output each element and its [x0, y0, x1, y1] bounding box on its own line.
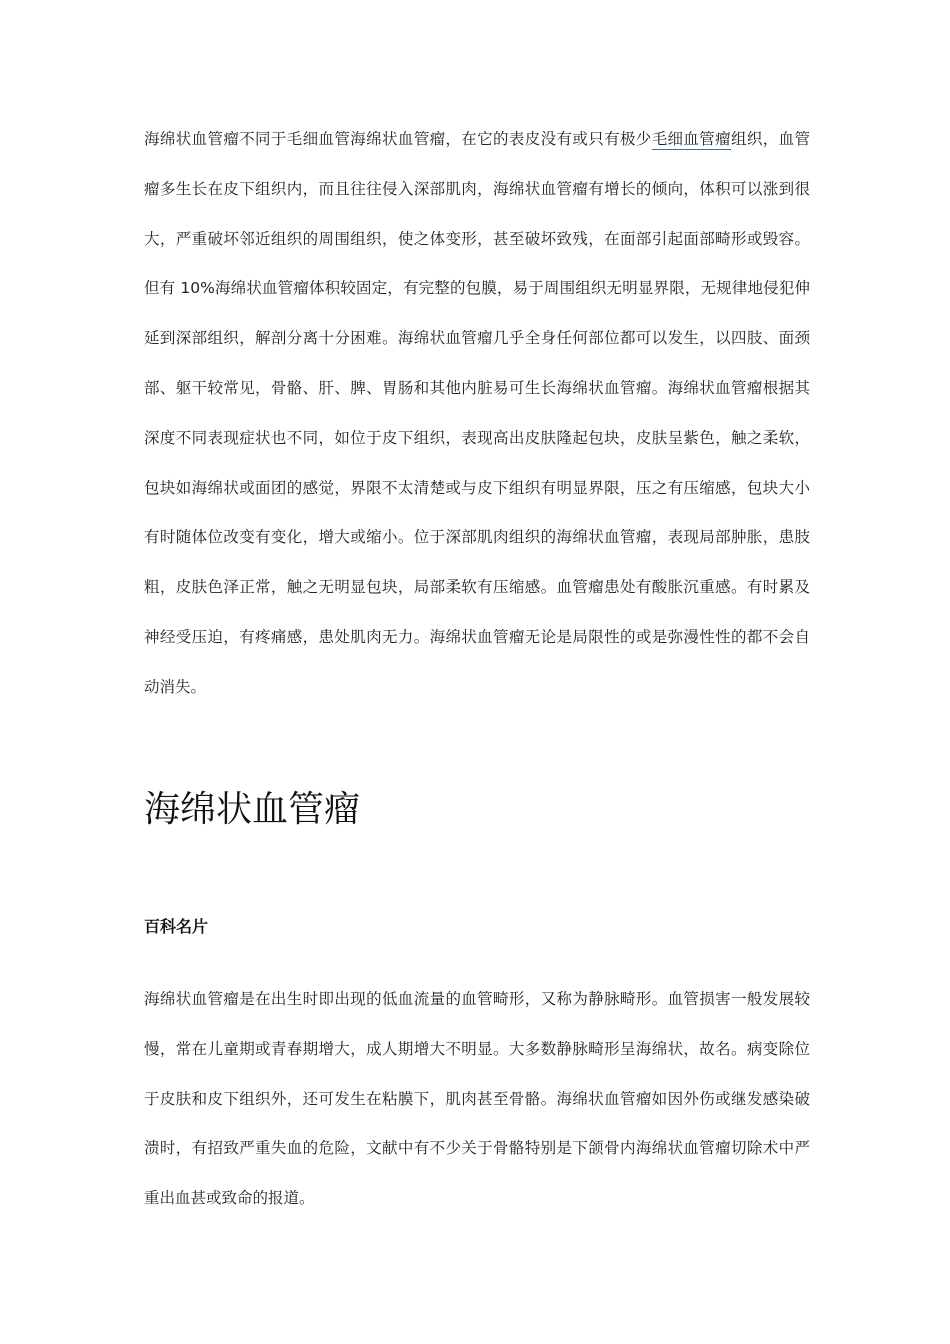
intro-text-after-link: 组织，血管瘤多生长在皮下组织内，而且往往侵入深部肌肉，海绵状血管瘤有增长的倾向，体积可以涨到很大，严重破坏邻近组织的周围组织，使之体变形，甚至破坏致残，在面部引起面部畸形或毁容。但有 10%海绵状血管瘤体积较固定，有完整的包膜，易于周围组织无明显界限，无规律地侵犯伸延到深部组织，解剖分离十分困难。海绵状血管瘤几乎全身任何部位都可以发生，以四肢、面颈部、躯干较常见，骨骼、肝、脾、胃肠和其他内脏易可生长海绵状血管瘤。海绵状血管瘤根据其深度不同表现症状也不同，如位于皮下组织，表现高出皮肤隆起包块，皮肤呈紫色，触之柔软，包块如海绵状或面团的感觉，界限不太清楚或与皮下组织有明显界限，压之有压缩感，包块大小有时随体位改变有变化，增大或缩小。位于深部肌肉组织的海绵状血管瘤，表现局部肿胀，患肢粗，皮肤色泽正常，触之无明显包块，局部柔软有压缩感。血管瘤患处有酸胀沉重感。有时累及神经受压迫，有疼痛感，患处肌肉无力。海绵状血管瘤无论是局限性的或是弥漫性性的都不会自动消失。	[144, 130, 810, 696]
capillary-hemangioma-link[interactable]: 毛细血管瘤	[651, 130, 732, 148]
encyclopedia-card-heading: 百科名片	[144, 917, 209, 936]
intro-text-before-link: 海绵状血管瘤不同于毛细血管海绵状血管瘤，在它的表皮没有或只有极少	[144, 130, 652, 148]
intro-paragraph	[144, 115, 810, 713]
section-heading: 海绵状血管瘤	[144, 789, 361, 830]
summary-paragraph: 海绵状血管瘤是在出生时即出现的低血流量的血管畸形，又称为静脉畸形。血管损害一般发展较慢，常在儿童期或青春期增大，成人期增大不明显。大多数静脉畸形呈海绵状，故名。病变除位于皮肤和皮下组织外，还可发生在粘膜下，肌肉甚至骨骼。海绵状血管瘤如因外伤或继发感染破溃时，有招致严重失血的危险，文献中有不少关于骨骼特别是下颌骨内海绵状血管瘤切除术中严重出血甚或致命的报道。	[144, 990, 810, 1208]
